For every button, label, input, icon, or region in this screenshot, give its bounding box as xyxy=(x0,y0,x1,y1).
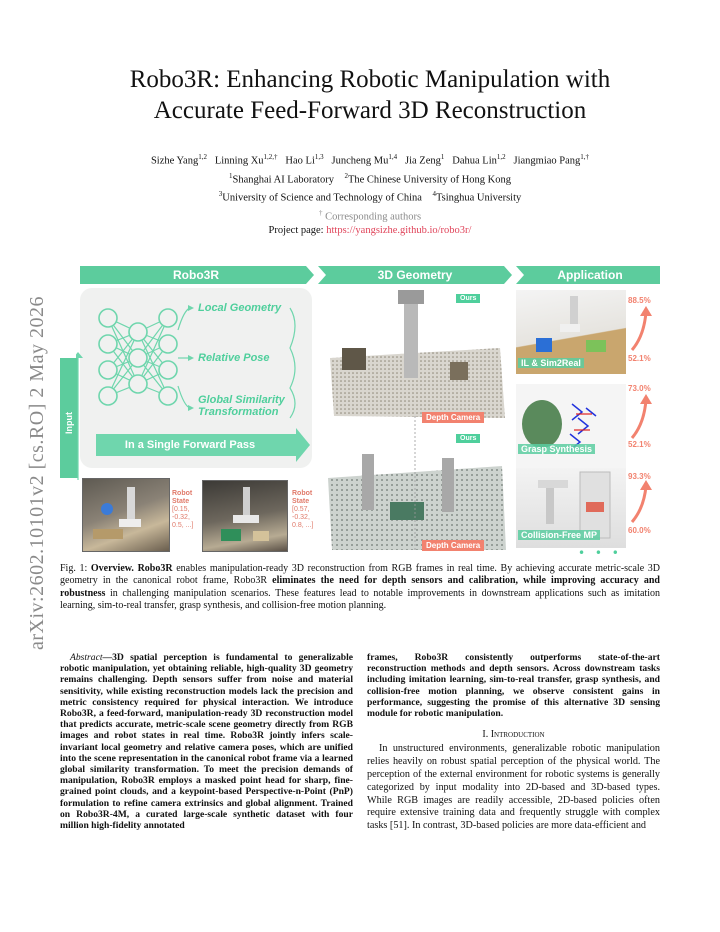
depth-camera-badge-top: Depth Camera xyxy=(422,412,484,423)
affiliation: University of Science and Technology of China xyxy=(222,192,422,204)
author-sup: 1,2 xyxy=(198,153,207,161)
app-il-high: 88.5% xyxy=(628,296,651,305)
output-similarity-1: Global Similarity xyxy=(198,394,285,406)
affil-sup: 2 xyxy=(344,171,348,180)
caption-prefix: Fig. 1: xyxy=(60,563,91,574)
author-list xyxy=(60,150,680,169)
robot-state-value: 0.5, ...] xyxy=(172,522,194,529)
affil-sup: 3 xyxy=(218,190,223,198)
corresponding-text: Corresponding authors xyxy=(325,211,422,222)
robot-state-label: State xyxy=(292,498,310,505)
robot-state-value: [0.57, xyxy=(292,506,310,513)
header-application: Application xyxy=(557,268,623,282)
ours-badge-bottom: Ours xyxy=(456,434,480,443)
trend-arrow-il xyxy=(628,306,658,354)
header-robo3r: Robo3R xyxy=(173,268,219,282)
robot-state-value: -0.32, xyxy=(172,514,190,521)
abstract-label: Abstract xyxy=(70,652,103,663)
project-label: Project page: xyxy=(268,225,327,236)
app-mp-high: 93.3% xyxy=(628,472,651,481)
output-similarity-2: Transformation xyxy=(198,406,279,418)
app-grasp-low: 52.1% xyxy=(628,440,651,449)
title-line-1: Robo3R: Enhancing Robotic Manipulation with xyxy=(129,66,611,93)
author-sup: 1 xyxy=(440,153,445,161)
caption-lead: Overview. Robo3R xyxy=(90,563,173,574)
author: Juncheng Mu xyxy=(331,155,389,167)
introduction-text: In unstructured environments, generalizable robotic manipulation relies heavily on robust spatial perception of the physical world. The perception of the external environment for robotic systems is generally categorized by input modality into 2D-based and 3D-based types. While RGB images are readily accessible, 2D-based policies often require extensive training data and frequently struggle with complex tasks [51]. In contrast, 3D-based policies are more data-efficient and xyxy=(367,743,660,832)
robot-state-label: Robot xyxy=(172,490,193,497)
app-label-grasp: Grasp Synthesis xyxy=(518,444,595,454)
author-sup: 1,3 xyxy=(314,153,324,161)
robot-state-value: -0.32, xyxy=(292,514,310,521)
app-label-il: IL & Sim2Real xyxy=(518,358,584,368)
affiliation: Tsinghua University xyxy=(435,192,522,204)
abstract-column-left xyxy=(60,652,353,831)
figure-caption xyxy=(60,563,660,613)
robot-state-label: Robot xyxy=(292,490,313,497)
app-grasp-high: 73.0% xyxy=(628,384,651,393)
author-sup: 1,2,† xyxy=(263,153,278,161)
app-mp-low: 60.0% xyxy=(628,526,651,535)
caption-text: enables manipulation-ready 3D reconstruction from RGB frames in real time. By achieving accurate metric-scale 3D geometry in the canonical robot frame, Robo3R xyxy=(60,563,660,587)
depth-camera-badge-bottom: Depth Camera xyxy=(422,540,484,551)
abstract-text: —3D spatial perception is fundamental to generalizable robotic manipulation, yet obtaining reliable, high-quality 3D geometry remains challenging. Depth sensors suffer from noise and material sensitivity, while existing reconstruction models lack the precision and metric consistency required for physical interaction. We introduce Robo3R, a feed-forward, manipulation-ready 3D reconstruction model that predicts accurate, metric-scale scene geometry directly from RGB images and robot states in real time. Robo3R jointly infers scale-invariant local geometry and relative camera poses, which are unified into the scene representation in the canonical robot frame via a learned global similarity transformation. To meet the precision demands of manipulation, Robo3R employs a masked point head for sharp, fine-grained point clouds, and a keypoint-based Perspective-n-Point (PnP) formulation to refine camera extrinsics and global alignment. Trained on Robo3R-4M, a curated large-scale synthetic dataset with four million high-fidelity annotated xyxy=(60,652,353,832)
app-grasp-scene xyxy=(516,384,626,468)
paper-title xyxy=(60,64,680,126)
author: Jiangmiao Pang xyxy=(513,155,581,167)
author-sup: 1,4 xyxy=(388,153,398,161)
author-sup: 1,2 xyxy=(496,153,506,161)
project-link[interactable]: https://yangsizhe.github.io/robo3r/ xyxy=(326,225,472,236)
affil-sup: 1 xyxy=(228,171,233,180)
section-heading: I. Introduction xyxy=(482,729,545,741)
author: Hao Li xyxy=(285,155,315,167)
app-il-low: 52.1% xyxy=(628,354,651,363)
abstract-text-continued: frames, Robo3R consistently outperforms state-of-the-art reconstruction methods and depth sensors. Across downstream tasks including imitation learning, sim-to-real transfer, grasp synthesis, and collision-free motion planning, we observe consistent gains in performance, suggesting the promise of this alternative 3D sensing module for robotic manipulation. xyxy=(367,652,660,720)
author-sup: 1,† xyxy=(580,153,590,161)
affiliation-line-2 xyxy=(60,187,680,206)
robot-arm-b xyxy=(203,481,287,551)
input-arrows xyxy=(76,350,88,490)
title-line-2: Accurate Feed-Forward 3D Reconstruction xyxy=(153,97,587,124)
author-block xyxy=(60,150,680,238)
author: Jia Zeng xyxy=(405,155,441,167)
input-photo-a xyxy=(82,478,170,552)
app-label-mp: Collision-Free MP xyxy=(518,530,600,540)
author: Sizhe Yang xyxy=(150,155,199,167)
affil-sup: 4 xyxy=(432,190,436,198)
arxiv-stamp xyxy=(6,190,46,650)
robot-arm-bottom xyxy=(362,454,374,510)
robot-state-value: 0.8, ...] xyxy=(292,522,314,529)
caption-bold: eliminates the need for depth sensors and calibration, while improving accuracy and robustness xyxy=(60,575,660,599)
caption-text: in challenging manipulation scenarios. These features lead to notable improvements in downstream applications such as imitation learning, sim-to-real transfer, grasp synthesis, and collision-free motion planning. xyxy=(60,587,660,612)
trend-arrow-mp xyxy=(628,480,658,526)
abstract-column-right xyxy=(367,652,660,833)
input-photo-b xyxy=(202,480,288,552)
affiliation: The Chinese University of Hong Kong xyxy=(347,174,511,185)
affiliation: Shanghai AI Laboratory xyxy=(232,174,334,185)
robot-state-a xyxy=(172,490,193,530)
arxiv-stamp-text: arXiv:2602.10101v2 [cs.RO] 2 May 2026 xyxy=(26,295,48,650)
output-local-geometry: Local Geometry xyxy=(198,302,282,314)
project-page xyxy=(60,224,680,238)
robot-arm-top xyxy=(404,298,418,378)
overview-figure xyxy=(64,266,660,560)
forward-pass-arrow: In a Single Forward Pass xyxy=(96,434,296,456)
app-image-grasp xyxy=(516,384,626,468)
corresponding-note xyxy=(60,206,680,225)
robot-state-value: [0.15, xyxy=(172,506,190,513)
ours-badge-top: Ours xyxy=(456,294,480,303)
robot-arm-a xyxy=(83,479,169,551)
trend-arrow-grasp xyxy=(628,394,658,442)
author: Dahua Lin xyxy=(452,155,497,167)
author: Linning Xu xyxy=(214,155,264,167)
network-panel xyxy=(80,288,312,468)
geometry-scene xyxy=(320,288,510,556)
affiliation-line-1 xyxy=(60,169,680,188)
robot-state-b xyxy=(292,490,313,530)
corresponding-mark: † xyxy=(318,208,323,217)
input-label: Input xyxy=(64,412,74,434)
robot-state-label: State xyxy=(172,498,190,505)
output-relative-pose: Relative Pose xyxy=(198,352,270,364)
header-geometry: 3D Geometry xyxy=(377,268,453,282)
more-dots: • • • xyxy=(578,546,622,560)
